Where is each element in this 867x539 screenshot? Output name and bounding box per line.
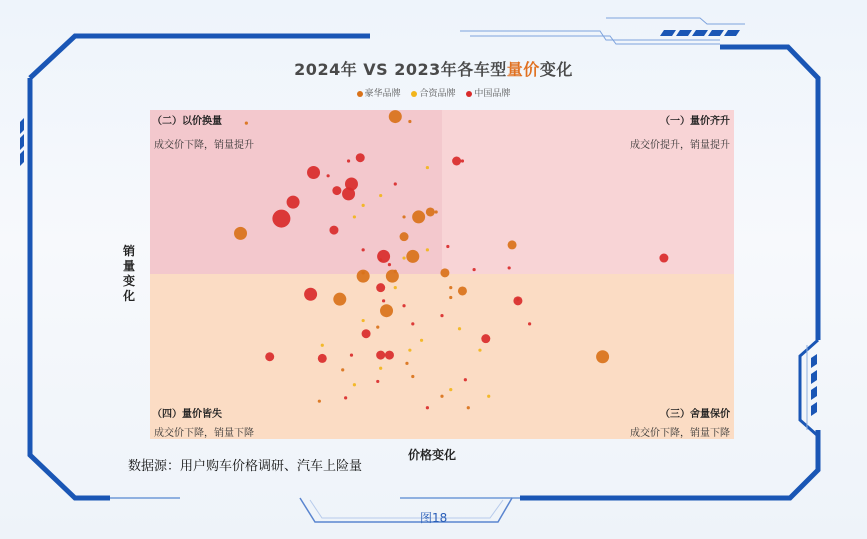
data-point: [376, 351, 385, 360]
data-point: [356, 153, 365, 162]
data-point: [362, 271, 365, 274]
quadrant-1-title: （一）量价齐升: [660, 116, 730, 127]
data-point: [528, 322, 531, 325]
quadrant-4-title: （四）量价皆失: [152, 409, 222, 420]
data-point: [327, 174, 330, 177]
data-point: [408, 120, 411, 123]
data-point: [344, 396, 347, 399]
data-point: [342, 187, 355, 200]
legend-item-joint[interactable]: 合资品牌: [411, 89, 458, 99]
data-point: [379, 367, 382, 370]
data-point: [408, 349, 411, 352]
figure-label: 图18: [420, 511, 448, 525]
data-point: [508, 266, 511, 269]
data-point: [426, 207, 435, 216]
data-point: [376, 380, 379, 383]
data-point: [446, 245, 449, 248]
data-point: [388, 263, 391, 266]
data-point: [440, 395, 443, 398]
data-point: [362, 329, 371, 338]
x-axis-label: 价格变化: [408, 448, 457, 462]
data-point: [467, 406, 470, 409]
data-point: [464, 378, 467, 381]
data-point: [478, 349, 481, 352]
data-point: [513, 296, 522, 305]
data-point: [318, 400, 321, 403]
data-point: [394, 270, 397, 273]
data-point: [412, 210, 425, 223]
data-point: [406, 250, 419, 263]
data-point: [435, 210, 438, 213]
data-point: [458, 286, 467, 295]
data-point: [350, 354, 353, 357]
data-point: [461, 159, 464, 162]
data-point: [329, 226, 338, 235]
data-point: [376, 326, 379, 329]
data-point: [245, 122, 248, 125]
data-point: [382, 299, 385, 302]
data-source-note: 数据源：用户购车价格调研、汽车上险量: [128, 459, 363, 474]
quadrant-2-title: （二）以价换量: [152, 116, 222, 127]
data-point: [234, 227, 247, 240]
data-point: [402, 256, 405, 259]
data-point: [426, 248, 429, 251]
data-point: [362, 204, 365, 207]
data-point: [449, 286, 452, 289]
data-point: [449, 296, 452, 299]
quadrant-upper-left-bg: [150, 110, 442, 274]
data-point: [405, 362, 408, 365]
data-point: [386, 270, 399, 283]
data-point: [487, 395, 490, 398]
data-point: [341, 368, 344, 371]
quadrant-4-desc: 成交价下降，销量下降: [154, 428, 254, 439]
data-point: [379, 194, 382, 197]
quadrant-3-desc: 成交价下降，销量下降: [630, 428, 730, 439]
data-point: [473, 268, 476, 271]
data-point: [449, 388, 452, 391]
data-point: [402, 215, 405, 218]
legend-item-domestic[interactable]: 中国品牌: [466, 89, 510, 99]
data-point: [304, 288, 317, 301]
data-point: [287, 196, 300, 209]
data-point: [426, 406, 429, 409]
quadrant-upper-right-bg: [442, 110, 734, 274]
data-point: [347, 159, 350, 162]
quadrant-3-title: （三）舍量保价: [660, 409, 730, 420]
data-point: [426, 166, 429, 169]
data-point: [596, 350, 609, 363]
data-point: [481, 334, 490, 343]
data-point: [353, 383, 356, 386]
data-point: [394, 182, 397, 185]
data-point: [362, 319, 365, 322]
data-point: [377, 250, 390, 263]
title-highlight: 量价: [506, 60, 540, 79]
data-point: [376, 283, 385, 292]
y-axis-label: 销量变化: [122, 244, 135, 303]
quadrant-2-desc: 成交价下降，销量提升: [154, 140, 254, 151]
quadrant-1-desc: 成交价提升，销量提升: [630, 140, 730, 151]
data-point: [411, 375, 414, 378]
quadrant-lower-bg: [150, 274, 734, 439]
data-point: [400, 232, 409, 241]
data-point: [440, 268, 449, 277]
data-point: [402, 304, 405, 307]
data-point: [420, 339, 423, 342]
data-point: [353, 215, 356, 218]
data-point: [333, 293, 346, 306]
data-point: [380, 304, 393, 317]
data-point: [265, 352, 274, 361]
data-point: [659, 254, 668, 263]
data-point: [508, 240, 517, 249]
data-point: [440, 314, 443, 317]
chart-title: 2024年 VS 2023年各车型量价变化: [294, 60, 573, 79]
data-point: [321, 344, 324, 347]
data-point: [452, 156, 461, 165]
data-point: [272, 210, 290, 228]
data-point: [307, 166, 320, 179]
data-point: [394, 286, 397, 289]
data-point: [411, 322, 414, 325]
legend-item-luxury[interactable]: 豪华品牌: [357, 89, 404, 99]
data-point: [389, 110, 402, 123]
data-point: [332, 186, 341, 195]
data-point: [458, 327, 461, 330]
data-point: [362, 248, 365, 251]
data-point: [318, 354, 327, 363]
data-point: [385, 351, 394, 360]
